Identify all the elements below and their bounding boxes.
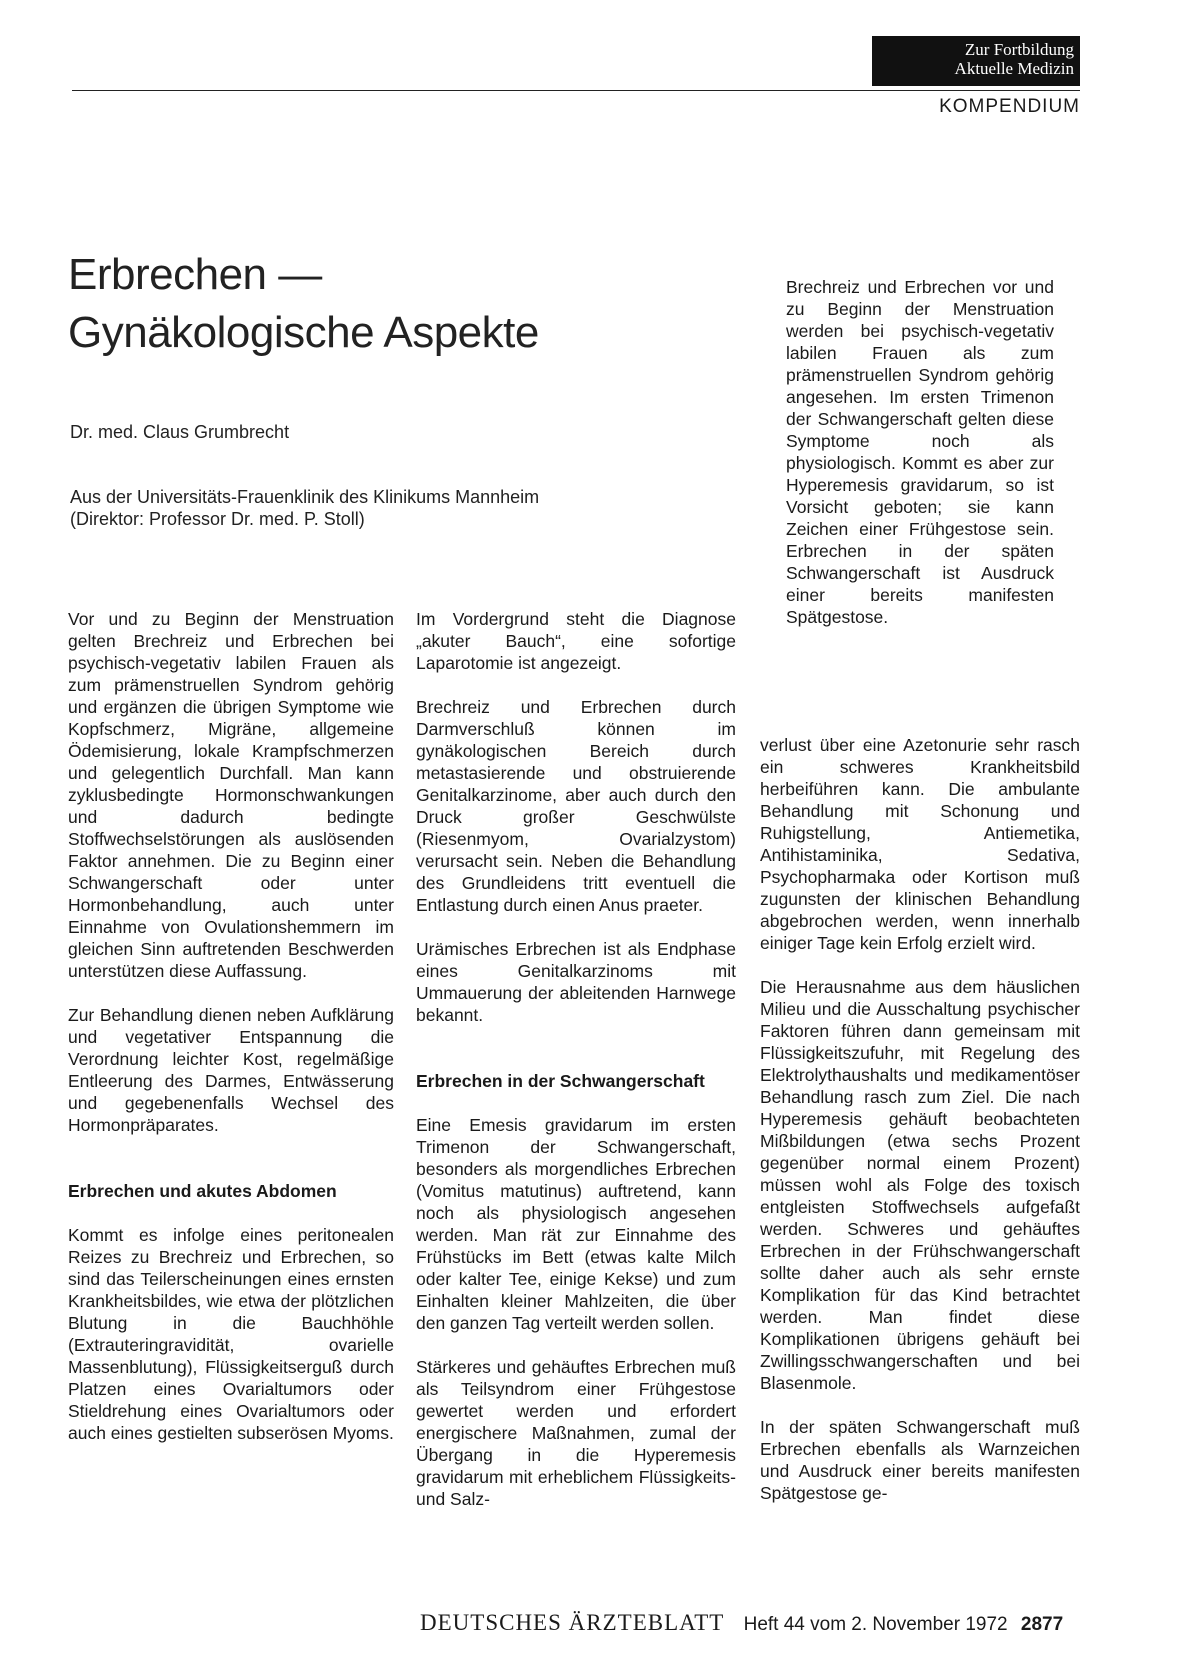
affiliation-line-1: Aus der Universitäts-Frauenklinik des Klinikums Mannheim [70, 487, 540, 507]
paragraph: Stärkeres und gehäuftes Erbrechen muß als Teilsyndrom einer Frühgestose gewertet werden und erfordert energischere Maßnahmen, zumal der Übergang in die Hyperemesis gravidarum mit erheblichem Flüssigkeits- und Salz- [416, 1357, 736, 1509]
paragraph: Zur Behandlung dienen neben Aufklärung und vegetativer Entspannung die Verordnung leichter Kost, regelmäßige Entleerung des Darmes, Entwässerung und gegebenenfalls Wechsel des Hormonpräparates. [68, 1005, 394, 1135]
paragraph: Kommt es infolge eines peritonealen Reizes zu Brechreiz und Erbrechen, so sind das Teilerscheinungen eines ernsten Krankheitsbildes, wie etwa der plötzlichen Blutung in die Bauchhöhle (Extrauteringravidität, ovarielle Massenblutung), Flüssigkeitserguß durch Platzen eines Ovarialtumors oder Stieldrehung eines Ovarialtumors oder auch eines gestielten subserösen Myoms. [68, 1225, 394, 1443]
paragraph: Brechreiz und Erbrechen durch Darmverschluß können im gynäkologischen Bereich durch metastasierende und obstruierende Genitalkarzinome, aber auch durch den Druck großer Geschwülste (Riesenmyom, Ovarialzystom) verursacht sein. Neben die Behandlung des Grundleidens tritt eventuell die Entlastung durch einen Anus praeter. [416, 697, 736, 915]
section-rubric [872, 36, 1080, 86]
summary-text: Brechreiz und Erbrechen vor und zu Beginn der Menstruation werden bei psychisch-vegetativ labilen Frauen als zum prämenstruellen Syndrom gehörig angesehen. Im ersten Trimenon der Schwangerschaft gelten diese Symptome noch als physiologisch. Kommt es aber zur Hyperemesis gravidarum, so ist Vorsicht geboten; sie kann Zeichen einer Frühgestose sein. Erbrechen in der späten Schwangerschaft ist Ausdruck einer bereits manifesten Spätgestose. [786, 277, 1054, 627]
paragraph: Im Vordergrund steht die Diagnose „akuter Bauch“, eine sofortige Laparotomie ist angezeigt. [416, 609, 736, 673]
summary-box [786, 276, 1054, 650]
paragraph: Vor und zu Beginn der Menstruation gelten Brechreiz und Erbrechen bei psychisch-vegetativ labilen Frauen als zum prämenstruellen Syndrom gehörig und ergänzen die übrigen Symptome wie Kopfschmerz, Migräne, allgemeine Ödemisierung, lokale Krampfschmerzen und gelegentlich Durchfall. Man kann zyklusbedingte Hormonschwankungen und dadurch bedingte Stoffwechselstörungen als auslösenden Faktor annehmen. Die zu Beginn einer Schwangerschaft oder unter Hormonbehandlung, auch unter Einnahme von Ovulationshemmern im gleichen Sinn auftretenden Beschwerden unterstützen diese Auffassung. [68, 609, 394, 981]
section-label: KOMPENDIUM [939, 96, 1080, 117]
paragraph: Eine Emesis gravidarum im ersten Trimenon der Schwangerschaft, besonders als morgendliches Erbrechen (Vomitus matutinus) auftretend, kann noch als physiologisch angesehen werden. Man rät zur Einnahme des Frühstücks im Bett (etwas kalte Milch oder kalter Tee, einige Kekse) und zum Einhalten kleiner Mahlzeiten, die über den ganzen Tag verteilt werden sollen. [416, 1115, 736, 1333]
page-footer [420, 1610, 1080, 1636]
author: Dr. med. Claus Grumbrecht [70, 422, 290, 442]
journal-name: DEUTSCHES ÄRZTEBLATT [420, 1610, 725, 1635]
paragraph: In der späten Schwangerschaft muß Erbrechen ebenfalls als Warnzeichen und Ausdruck einer bereits manifesten Spätgestose ge- [760, 1417, 1080, 1503]
header-rule [72, 90, 1080, 91]
column-3 [760, 734, 1080, 1526]
affiliation [70, 486, 770, 530]
rubric-line-1: Zur Fortbildung [964, 40, 1074, 59]
column-1 [68, 608, 394, 1466]
page-number: 2877 [1020, 1614, 1064, 1635]
paragraph: Urämisches Erbrechen ist als Endphase eines Genitalkarzinoms mit Ummauerung der ableitenden Harnwege bekannt. [416, 939, 736, 1025]
section-heading: Erbrechen in der Schwangerschaft [416, 1071, 705, 1091]
affiliation-line-2: (Direktor: Professor Dr. med. P. Stoll) [70, 509, 365, 529]
title-line-1: Erbrechen — [68, 250, 322, 299]
issue-info: Heft 44 vom 2. November 1972 [743, 1614, 1008, 1635]
column-2 [416, 608, 736, 1532]
paragraph: Die Herausnahme aus dem häuslichen Milieu und die Ausschaltung psychischer Faktoren führen dann gemeinsam mit Flüssigkeitszufuhr, mit Regelung des Elektrolythaushalts und medikamentöser Behandlung rasch zum Ziel. Die nach Hyperemesis gehäuft beobachteten Mißbildungen (etwa sechs Prozent gegenüber normal einem Prozent) müssen wohl als Folge des toxisch entgleisten Stoffwechsels aufgefaßt werden. Schweres und gehäuftes Erbrechen in der Frühschwangerschaft sollte daher auch als sehr ernste Komplikation für das Kind betrachtet werden. Man findet diese Komplikationen übrigens gehäuft bei Zwillingsschwangerschaften und bei Blasenmole. [760, 977, 1080, 1393]
title-line-2: Gynäkologische Aspekte [68, 308, 539, 357]
rubric-line-2: Aktuelle Medizin [954, 59, 1074, 78]
paragraph: verlust über eine Azetonurie sehr rasch ein schweres Krankheitsbild herbeiführen kann. Die ambulante Behandlung mit Schonung und Ruhigstellung, Antiemetika, Antihistaminika, Sedativa, Psychopharmaka oder Kortison muß zugunsten der klinischen Behandlung abgebrochen werden, wenn innerhalb einiger Tage kein Erfolg erzielt wird. [760, 735, 1080, 953]
section-heading: Erbrechen und akutes Abdomen [68, 1181, 337, 1201]
article-title [68, 246, 708, 362]
